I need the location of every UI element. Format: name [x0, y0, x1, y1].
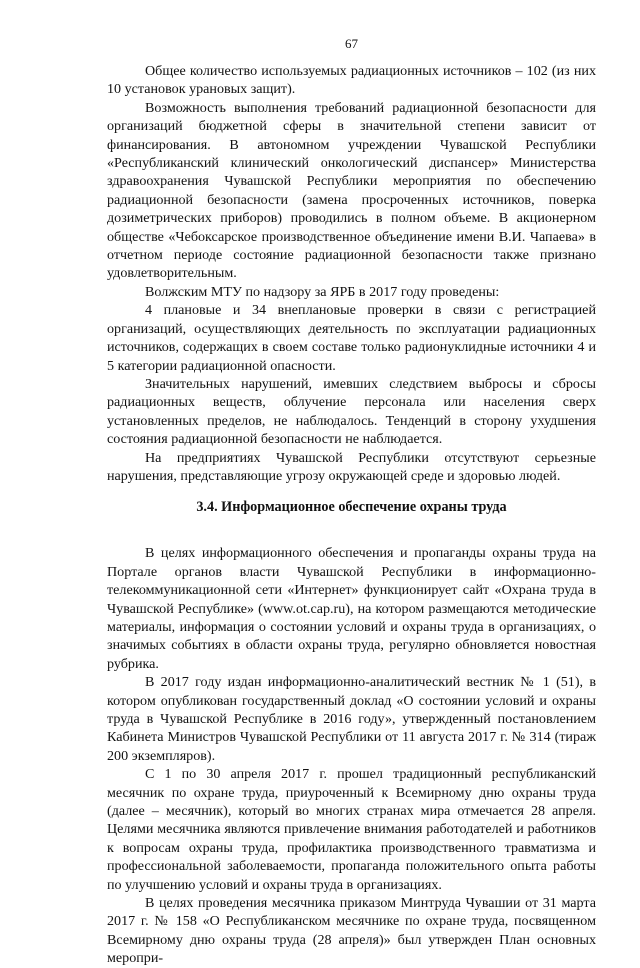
page-number: 67: [345, 36, 358, 51]
paragraph: На предприятиях Чувашской Республики отсутствуют серьезные нарушения, представляющие угрозу окружающей среде и здоровью людей.: [107, 449, 596, 484]
paragraph: Общее количество используемых радиационных источников – 102 (из них 10 установок урановых защит).: [107, 63, 596, 98]
paragraph: Волжским МТУ по надзору за ЯРБ в 2017 году проведены:: [145, 283, 500, 300]
section-heading: 3.4. Информационное обеспечение охраны труда: [196, 499, 507, 516]
paragraph: 4 плановые и 34 внеплановые проверки в связи с регистрацией организаций, осуществляющих деятельность по эксплуатации радиационных источников, содержащих в своем составе только радионуклидные источники 4 и 5 категории радиационной опасности.: [107, 302, 596, 374]
paragraph: В целях информационного обеспечения и пропаганды охраны труда на Портале органов власти Чувашской Республики в информационно-телекоммуникационной сети «Интернет» функционирует сайт «Охрана труда в Чувашской Республике» (www.ot.cap.ru), на котором размещаются методические материалы, информация о состоянии условий и охраны труда в организациях, о значимых событиях в области охраны труда, регулярно обновляется новостная рубрика.: [107, 545, 596, 672]
paragraph: С 1 по 30 апреля 2017 г. прошел традиционный республиканский месячник по охране труда, приуроченный к Всемирному дню охраны труда (далее – месячник), который во многих странах мира отмечается 28 апреля. Целями месячника являются привлечение внимания работодателей и работников к вопросам охраны труда, профилактика производственного травматизма и профессиональной заболеваемости, пропаганда положительного опыта работы по улучшению условий и охраны труда в организациях.: [107, 766, 596, 893]
paragraph: Значительных нарушений, имевших следствием выбросы и сбросы радиационных веществ, облучение персонала или населения сверх установленных пределов, не наблюдалось. Тенденций в сторону ухудшения состояния радиационной безопасности не наблюдается.: [107, 375, 596, 448]
paragraph: В 2017 году издан информационно-аналитический вестник № 1 (51), в котором опубликован государственный доклад «О состоянии условий и охраны труда в Чувашской Республике в 2016 году», утвержденный постановлением Кабинета Министров Чувашской Республики от 11 августа 2017 г. № 314 (тираж 200 экземпляров).: [107, 674, 596, 764]
paragraph: В целях проведения месячника приказом Минтруда Чувашии от 31 марта 2017 г. № 158 «О Республиканском месячнике по охране труда, посвященном Всемирному дню охраны труда (28 апреля)» был утвержден План основных меропри-: [107, 895, 596, 967]
paragraph: Возможность выполнения требований радиационной безопасности для организаций бюджетной сферы в значительной степени зависит от финансирования. В автономном учреждении Чувашской Республики «Республиканский клинический онкологический диспансер» Министерства здравоохранения Чувашской Республики мероприятия по обеспечению радиационной безопасности (замена просроченных источников, поверка дозиметрических приборов) проводились в полном объеме. В акционерном обществе «Чебоксарское производственное объединение имени В.И. Чапаева» в отчетном периоде состояние радиационной безопасности также признано удовлетворительным.: [107, 99, 596, 282]
